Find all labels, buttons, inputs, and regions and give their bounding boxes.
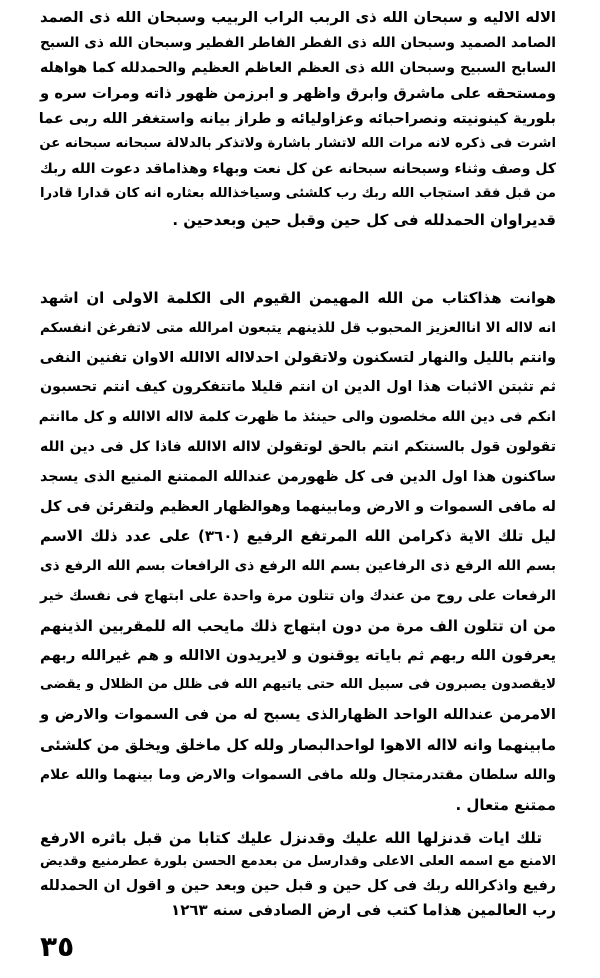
text-line: رفيع واذكرالله ربك فى كل حين و قبل حين وبعد حين و اقول ان الحمدلله bbox=[40, 878, 556, 894]
text-line: ليل تلك الاية ذكرامن الله المرتفع الرفيع (٣٦٠) على عدد ذلك الاسم bbox=[40, 527, 556, 546]
text-line: من قبل فقد استجاب الله ربك رب كلشئى وسياخذالله بعثاره انه كان قدارا قادرا bbox=[40, 186, 556, 202]
text-line: مابينهما وانه لااله الاهوا لواحدالبصار ولله كل ماخلق ويخلق من كلشئى bbox=[40, 736, 556, 754]
text-line: الصامد الصميد وسبحان الله ذى الفطر الفاطر الفطير وسبحان الله ذى السبح bbox=[40, 35, 556, 52]
text-line: يعرفون الله ربهم ثم باياته يوقنون و لايريدون الاالله و هم غيرالله ربهم bbox=[40, 646, 556, 664]
text-line: وانتم بالليل والنهار لتسكنون ولاتقولن احدلااله الاالله الاوان تفنين النفى bbox=[39, 349, 556, 366]
text-line: هوانت هذاكتاب من الله المهيمن القيوم الى الكلمة الاولى ان اشهد bbox=[40, 289, 556, 307]
text-line: ساكنون هذا اول الدين فى كل ظهورمن عندالله الممتنع المنيع الذى يسجد bbox=[40, 468, 556, 485]
text-line: الرفعات على روح من عندك وان تتلون مرة واحدة على ابتهاج فى نفسك خير bbox=[40, 588, 556, 604]
text-line: كل وصف وثناء وسبحانه سبحانه عن كل نعت وبهاء وهذاماقد دعوت الله ربك bbox=[40, 161, 556, 178]
text-line: من ان تتلون الف مرة من دون ابتهاج ذلك مايحب اله للمقربين الذينهم bbox=[40, 616, 556, 635]
text-line: اشرت فى ذكره لانه مرات الله لاتشار باشارة ولاتذكر بالدلالة سبحانه سبحانه عن bbox=[39, 136, 556, 151]
text-line: له مافى السموات و الارض ومابينهما وهوالظهار العظيم ولتقرئن فى كل bbox=[40, 498, 556, 515]
text-line: ثم تثبتن الاثبات هذا اول الدين ان انتم قليلا ماتتفكرون كيف انتم تحسبون bbox=[40, 379, 556, 396]
text-line: بسم الله الرفع ذى الرفاعين بسم الله الرفع ذى الرافعات بسم الله الرفع ذى bbox=[40, 558, 556, 575]
text-line: الامنع مع اسمه العلى الاعلى وقدارسل من بعدمع الحسن بلورة عطرمنيع وقديض bbox=[40, 854, 556, 869]
text-line: السابح السبيح وسبحان الله ذى العظم العاظم العظيم والحمدلله كما هواهله bbox=[40, 60, 556, 77]
text-line: انه لااله الا اناالعزيز المحبوب قل للذينهم يتبعون امرالله متى لاتفرغن انفسكم bbox=[40, 319, 556, 336]
text-line: تقولون قول بالسنتكم انتم بالحق لوتقولن لااله الاالله فاذا كل فى دين الله bbox=[40, 439, 556, 455]
text-line: بلورية كينونيته ونصراحبائه وعزاوليائه و طراز بيانه واستغفر الله ربى عما bbox=[38, 110, 556, 127]
text-line: ومستحقه على ماشرق وابرق واظهر و ابرزمن ظهور ذاته ومرات سره و bbox=[40, 84, 556, 102]
text-line: لايقصدون يصبرون فى سبيل الله حتى ياتيهم الله فى ظلل من الظلال و يقضى bbox=[40, 677, 556, 693]
text-line: انكم فى دين الله مخلصون والى حينئذ ما ظهرت كلمة لااله الاالله و كل ماانتم bbox=[38, 409, 556, 426]
text-line: رب العالمين هذاما كتب فى ارض الصادفى سنه ١٢٦٣ bbox=[171, 901, 556, 919]
text-line: الامرمن عندالله الواحد الظهارالذى يسبح له من فى السموات والارض و bbox=[40, 706, 556, 724]
text-line: ممتنع متعال . bbox=[455, 795, 556, 814]
page-number: ٣٥ bbox=[40, 930, 75, 963]
text-line: الاله الاليه و سبحان الله ذى الربب الراب الربيب وسبحان الله ذى الصمد bbox=[40, 9, 556, 26]
text-line: والله سلطان مقتدرمتجال ولله مافى السموات والارض وما بينهما والله علام bbox=[40, 766, 556, 783]
text-line: تلك ايات قدنزلها الله عليك وقدنزل عليك كتابا من قبل باثره الارفع bbox=[40, 829, 542, 847]
text-line: قديراوان الحمدلله فى كل حين وقبل حين وبعدحين . bbox=[172, 210, 556, 229]
